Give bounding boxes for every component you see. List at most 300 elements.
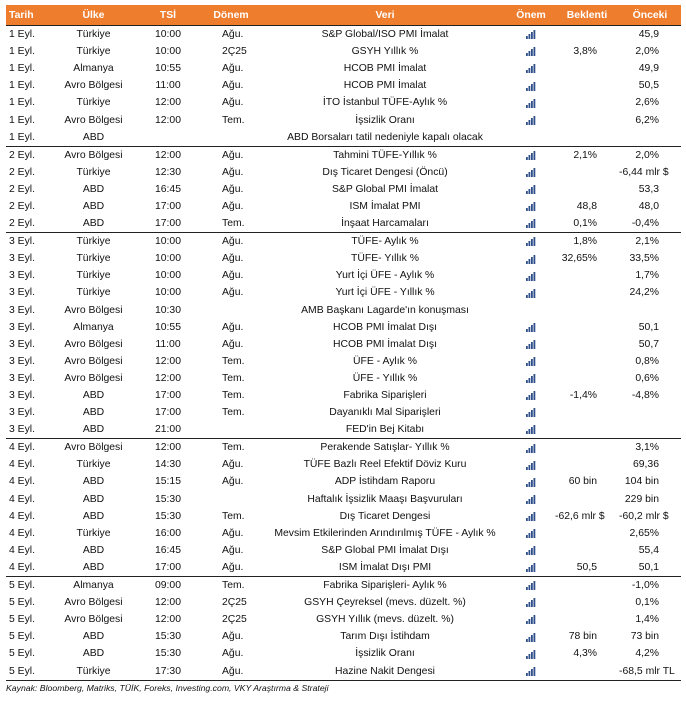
- cell-onceki: 2,6%: [635, 97, 659, 109]
- cell-veri: ISM İmalat Dışı PMI: [338, 561, 432, 573]
- signal-bars-icon: [526, 29, 536, 39]
- cell-tsi: 15:30: [154, 510, 181, 522]
- table-row: [6, 129, 681, 147]
- table-row: [6, 181, 681, 198]
- cell-onceki: 2,1%: [619, 233, 681, 251]
- cell-ulke: ABD: [82, 476, 105, 488]
- cell-onceki: [619, 302, 681, 319]
- signal-bars-icon: [526, 597, 536, 607]
- cell-beklenti: [555, 404, 619, 421]
- table-row: [6, 198, 681, 215]
- table-row: [6, 542, 681, 559]
- cell-tarih: 3 Eyl.: [9, 321, 35, 333]
- signal-bars-icon: [526, 184, 536, 194]
- cell-onem: [507, 77, 555, 94]
- cell-onem: [507, 370, 555, 387]
- cell-onceki: 1,7%: [635, 270, 659, 282]
- cell-donem: [199, 421, 263, 439]
- cell-tarih: 1 Eyl.: [9, 97, 35, 109]
- table-row: [6, 456, 681, 473]
- cell-onceki: [619, 404, 681, 421]
- table-header-row: [6, 5, 681, 26]
- cell-tsi: 16:45: [154, 183, 181, 195]
- signal-bars-icon: [526, 407, 536, 417]
- header-tsi: TSİ: [137, 5, 199, 26]
- table-row: [6, 628, 681, 645]
- cell-donem: Ağu.: [222, 80, 244, 92]
- signal-bars-icon: [526, 271, 536, 281]
- cell-onceki: 229 bin: [624, 493, 659, 505]
- signal-bars-icon: [526, 424, 536, 434]
- cell-donem: Ağu.: [222, 338, 244, 350]
- cell-donem: Tem.: [222, 114, 245, 126]
- signal-bars-icon: [526, 477, 536, 487]
- signal-bars-icon: [526, 460, 536, 470]
- cell-onem: [507, 215, 555, 233]
- cell-donem: Ağu.: [222, 631, 244, 643]
- table-row: [6, 370, 681, 387]
- cell-beklenti: [555, 577, 619, 595]
- cell-tsi: [137, 129, 199, 147]
- table-row: [6, 662, 681, 680]
- cell-tarih: 3 Eyl.: [9, 424, 35, 436]
- cell-beklenti: 0,1%: [573, 218, 597, 230]
- cell-onem: [507, 387, 555, 404]
- cell-onem: [507, 129, 555, 147]
- cell-donem: Ağu.: [222, 270, 244, 282]
- cell-onceki: 73 bin: [630, 631, 659, 643]
- cell-onem: [507, 164, 555, 181]
- cell-onceki: 2,0%: [635, 46, 659, 58]
- cell-onceki: 33,5%: [629, 253, 659, 265]
- cell-tarih: 5 Eyl.: [9, 597, 35, 609]
- cell-beklenti: [555, 60, 619, 77]
- table-row: [6, 421, 681, 439]
- cell-tsi: 09:00: [137, 577, 199, 595]
- table-row: [6, 439, 681, 457]
- cell-veri: S&P Global PMI İmalat Dışı: [321, 544, 449, 556]
- cell-ulke: Türkiye: [76, 527, 111, 539]
- table-row: [6, 645, 681, 662]
- cell-onem: [507, 594, 555, 611]
- cell-beklenti: [555, 319, 619, 336]
- table-row: [6, 387, 681, 404]
- cell-onceki: -1,0%: [619, 577, 681, 595]
- cell-donem: Ağu.: [222, 561, 244, 573]
- cell-beklenti: [555, 164, 619, 181]
- cell-veri: Dış Ticaret Dengesi: [339, 510, 431, 522]
- cell-onceki: -6,44 mlr $: [619, 166, 669, 178]
- cell-onem: [507, 508, 555, 525]
- cell-tarih: 4 Eyl.: [6, 439, 50, 457]
- cell-tarih: 3 Eyl.: [9, 372, 35, 384]
- cell-tsi: 16:00: [154, 527, 181, 539]
- cell-beklenti: [555, 77, 619, 94]
- cell-tsi: 17:00: [154, 561, 181, 573]
- cell-ulke: ABD: [82, 631, 105, 643]
- cell-tarih: 1 Eyl.: [9, 114, 35, 126]
- cell-tarih: 5 Eyl.: [9, 631, 35, 643]
- cell-veri: Haftalık İşsizlik Maaşı Başvuruları: [307, 493, 463, 505]
- cell-donem: [199, 491, 263, 508]
- table-row: [6, 404, 681, 421]
- cell-tsi: 15:15: [154, 476, 181, 488]
- cell-tsi: 12:00: [154, 355, 181, 367]
- cell-veri: İşsizlik Oranı: [355, 114, 415, 126]
- signal-bars-icon: [526, 115, 536, 125]
- cell-beklenti: [555, 26, 619, 44]
- table-row: [6, 164, 681, 181]
- cell-veri: AMB Başkanı Lagarde'ın konuşması: [301, 304, 469, 316]
- cell-onem: [507, 611, 555, 628]
- cell-donem: Tem.: [222, 510, 245, 522]
- cell-tarih: 4 Eyl.: [9, 476, 35, 488]
- table-row: [6, 353, 681, 370]
- cell-beklenti: 78 bin: [568, 631, 597, 643]
- cell-donem: Ağu.: [199, 662, 263, 680]
- cell-donem: Ağu.: [222, 527, 244, 539]
- cell-tarih: 3 Eyl.: [9, 287, 35, 299]
- cell-veri: HCOB PMI İmalat Dışı: [333, 338, 437, 350]
- table-row: [6, 43, 681, 60]
- cell-beklenti: [555, 267, 619, 284]
- cell-onceki: 104 bin: [624, 476, 659, 488]
- cell-onceki: 69,36: [632, 459, 659, 471]
- cell-onem: [507, 645, 555, 662]
- table-row: [6, 559, 681, 577]
- cell-tarih: 4 Eyl.: [9, 510, 35, 522]
- cell-ulke: ABD: [82, 510, 105, 522]
- cell-veri: HCOB PMI İmalat Dışı: [333, 321, 437, 333]
- cell-donem: Tem.: [222, 390, 245, 402]
- table-row: [6, 284, 681, 301]
- signal-bars-icon: [526, 562, 536, 572]
- cell-ulke: Türkiye: [76, 287, 111, 299]
- signal-bars-icon: [526, 288, 536, 298]
- cell-donem: Ağu.: [222, 183, 244, 195]
- cell-ulke: ABD: [82, 544, 105, 556]
- cell-veri: Fabrika Siparişleri- Aylık %: [263, 577, 507, 595]
- cell-beklenti: [555, 594, 619, 611]
- cell-beklenti: 4,3%: [573, 648, 597, 660]
- cell-donem: Ağu.: [222, 287, 244, 299]
- header-ulke: Ülke: [50, 5, 137, 26]
- cell-onem: [507, 319, 555, 336]
- signal-bars-icon: [526, 254, 536, 264]
- header-beklenti: Beklenti: [555, 5, 619, 26]
- cell-veri: Yurt İçi ÜFE - Aylık %: [335, 270, 435, 282]
- cell-beklenti: [555, 353, 619, 370]
- cell-beklenti: -62,6 mlr $: [555, 510, 605, 522]
- table-row: [6, 146, 681, 164]
- cell-tarih: 4 Eyl.: [9, 527, 35, 539]
- cell-onem: [507, 336, 555, 353]
- cell-beklenti: 2,1%: [555, 146, 619, 164]
- cell-donem: Ağu.: [222, 97, 244, 109]
- cell-donem: Tem.: [222, 407, 245, 419]
- signal-bars-icon: [526, 649, 536, 659]
- cell-donem: Ağu.: [199, 26, 263, 44]
- cell-tsi: 17:00: [154, 407, 181, 419]
- table-body: [6, 26, 681, 681]
- cell-donem: 2Ç25: [222, 46, 247, 58]
- header-donem: Dönem: [199, 5, 263, 26]
- cell-tarih: 1 Eyl.: [9, 46, 35, 58]
- cell-onceki: 49,9: [638, 63, 659, 75]
- cell-tsi: 12:00: [154, 597, 181, 609]
- signal-bars-icon: [526, 356, 536, 366]
- cell-onceki: -0,4%: [631, 218, 659, 230]
- cell-onem: [507, 267, 555, 284]
- table-row: [6, 508, 681, 525]
- table-row: [6, 577, 681, 595]
- cell-veri: Dış Ticaret Dengesi (Öncü): [322, 166, 448, 178]
- cell-veri: TÜFE Bazlı Reel Efektif Döviz Kuru: [303, 459, 467, 471]
- cell-tsi: 10:00: [154, 253, 181, 265]
- source-note: Kaynak: Bloomberg, Matriks, TÜİK, Foreks, Investing.com, VKY Araştırma & Strateji: [6, 682, 329, 693]
- cell-tsi: 10:00: [154, 270, 181, 282]
- cell-beklenti: [555, 542, 619, 559]
- cell-onem: [507, 181, 555, 198]
- cell-ulke: ABD: [82, 218, 105, 230]
- cell-veri: ÜFE - Yıllık %: [352, 372, 418, 384]
- cell-onem: [507, 525, 555, 542]
- table-row: [6, 473, 681, 490]
- cell-ulke: Türkiye: [76, 46, 111, 58]
- cell-onceki: 45,9: [619, 26, 681, 44]
- cell-tsi: 15:30: [154, 631, 181, 643]
- cell-onceki: 2,65%: [629, 527, 659, 539]
- cell-beklenti: [555, 129, 619, 147]
- table-row: [6, 611, 681, 628]
- cell-onceki: -4,8%: [631, 390, 659, 402]
- cell-beklenti: 1,8%: [555, 233, 619, 251]
- cell-veri: Dayanıklı Mal Siparişleri: [329, 407, 441, 419]
- cell-donem: Ağu.: [222, 63, 244, 75]
- cell-onceki: 50,7: [638, 338, 659, 350]
- cell-tsi: 10:00: [154, 46, 181, 58]
- signal-bars-icon: [526, 81, 536, 91]
- cell-veri: ADP İstihdam Raporu: [334, 476, 436, 488]
- cell-tsi: 17:00: [154, 200, 181, 212]
- cell-veri: ISM İmalat PMI: [349, 200, 421, 212]
- cell-veri: GSYH Yıllık %: [351, 46, 419, 58]
- cell-onem: [507, 233, 555, 251]
- cell-tarih: 4 Eyl.: [9, 459, 35, 471]
- table-row: [6, 26, 681, 44]
- signal-bars-icon: [526, 494, 536, 504]
- cell-donem: Ağu.: [222, 253, 244, 265]
- cell-ulke: Avro Bölgesi: [50, 439, 137, 457]
- cell-onem: [507, 439, 555, 457]
- cell-beklenti: -1,4%: [569, 390, 597, 402]
- cell-veri: İşsizlik Oranı: [355, 648, 415, 660]
- cell-beklenti: [555, 370, 619, 387]
- cell-onem: [507, 250, 555, 267]
- cell-donem: 2Ç25: [222, 597, 247, 609]
- cell-onem: [507, 43, 555, 60]
- table-row: [6, 233, 681, 251]
- cell-veri: FED'in Bej Kitabı: [345, 424, 425, 436]
- cell-donem: Ağu.: [199, 146, 263, 164]
- cell-onceki: 50,5: [638, 80, 659, 92]
- signal-bars-icon: [526, 236, 536, 246]
- signal-bars-icon: [526, 666, 536, 676]
- cell-donem: Tem.: [199, 439, 263, 457]
- cell-ulke: Türkiye: [76, 459, 111, 471]
- cell-onceki: 0,8%: [635, 355, 659, 367]
- cell-ulke: Avro Bölgesi: [64, 304, 123, 316]
- cell-onceki: 1,4%: [635, 614, 659, 626]
- cell-onceki: 0,6%: [635, 372, 659, 384]
- cell-tsi: 17:00: [154, 218, 181, 230]
- cell-tsi: 10:30: [154, 304, 181, 316]
- cell-tarih: 3 Eyl.: [9, 253, 35, 265]
- cell-veri: ÜFE - Aylık %: [353, 355, 417, 367]
- cell-ulke: ABD: [82, 131, 105, 143]
- cell-ulke: ABD: [82, 424, 105, 436]
- cell-ulke: ABD: [82, 648, 105, 660]
- cell-tsi: 15:30: [154, 648, 181, 660]
- cell-onceki: 0,1%: [635, 597, 659, 609]
- cell-ulke: Almanya: [50, 577, 137, 595]
- cell-onem: [507, 26, 555, 44]
- cell-tarih: 2 Eyl.: [9, 183, 35, 195]
- cell-onceki: 53,3: [638, 183, 659, 195]
- cell-onem: [507, 404, 555, 421]
- cell-beklenti: [555, 94, 619, 111]
- cell-ulke: Türkiye: [76, 253, 111, 265]
- cell-ulke: Almanya: [73, 321, 114, 333]
- cell-donem: Ağu.: [222, 648, 244, 660]
- signal-bars-icon: [526, 373, 536, 383]
- cell-onem: [507, 111, 555, 128]
- signal-bars-icon: [526, 632, 536, 642]
- cell-onceki: -60,2 mlr $: [619, 510, 669, 522]
- cell-veri: HCOB PMI İmalat: [343, 80, 427, 92]
- signal-bars-icon: [526, 150, 536, 160]
- cell-tarih: 5 Eyl.: [6, 662, 50, 680]
- cell-tarih: 3 Eyl.: [9, 270, 35, 282]
- cell-tarih: 2 Eyl.: [6, 146, 50, 164]
- cell-tsi: 12:00: [137, 146, 199, 164]
- cell-tsi: 12:00: [154, 97, 181, 109]
- cell-tsi: 17:00: [154, 390, 181, 402]
- cell-tsi: 12:00: [154, 372, 181, 384]
- cell-tarih: 4 Eyl.: [9, 493, 35, 505]
- cell-tsi: 12:00: [154, 614, 181, 626]
- cell-ulke: ABD: [82, 200, 105, 212]
- cell-tarih: 3 Eyl.: [6, 233, 50, 251]
- cell-tarih: 5 Eyl.: [6, 577, 50, 595]
- cell-veri: GSYH Yıllık (mevs. düzelt. %): [316, 614, 454, 626]
- cell-tsi: 12:00: [137, 439, 199, 457]
- table-row: [6, 302, 681, 319]
- cell-onceki: 24,2%: [629, 287, 659, 299]
- cell-onem: [507, 94, 555, 111]
- signal-bars-icon: [526, 46, 536, 56]
- cell-veri: HCOB PMI İmalat: [343, 63, 427, 75]
- cell-onem: [507, 662, 555, 680]
- cell-tsi: 12:30: [154, 166, 181, 178]
- cell-tarih: 1 Eyl.: [9, 63, 35, 75]
- table-row: [6, 319, 681, 336]
- table-row: [6, 94, 681, 111]
- cell-ulke: Avro Bölgesi: [64, 372, 123, 384]
- cell-beklenti: [555, 525, 619, 542]
- cell-tarih: 4 Eyl.: [9, 544, 35, 556]
- cell-onceki: 50,1: [638, 321, 659, 333]
- cell-donem: Ağu.: [222, 544, 244, 556]
- header-onem: Önem: [507, 5, 555, 26]
- cell-veri: Mevsim Etkilerinden Arındırılmış TÜFE - Aylık %: [274, 527, 496, 539]
- cell-tarih: 3 Eyl.: [9, 338, 35, 350]
- signal-bars-icon: [526, 528, 536, 538]
- cell-ulke: Avro Bölgesi: [64, 355, 123, 367]
- calendar-container: [6, 5, 681, 693]
- cell-ulke: Avro Bölgesi: [64, 338, 123, 350]
- cell-onem: [507, 353, 555, 370]
- cell-onceki: [619, 129, 681, 147]
- cell-veri: Tahmini TÜFE-Yıllık %: [263, 146, 507, 164]
- cell-veri: S&P Global/ISO PMI İmalat: [263, 26, 507, 44]
- cell-onceki: 55,4: [638, 544, 659, 556]
- cell-onceki: 3,1%: [619, 439, 681, 457]
- cell-donem: Tem.: [222, 372, 245, 384]
- cell-tarih: 5 Eyl.: [9, 614, 35, 626]
- cell-beklenti: 32,65%: [561, 253, 597, 265]
- cell-ulke: Avro Bölgesi: [64, 597, 123, 609]
- cell-donem: Ağu.: [222, 321, 244, 333]
- cell-donem: Ağu.: [199, 233, 263, 251]
- cell-onem: [507, 284, 555, 301]
- cell-veri: Fabrika Siparişleri: [343, 390, 427, 402]
- cell-donem: Ağu.: [222, 166, 244, 178]
- cell-tsi: 21:00: [154, 424, 181, 436]
- cell-onem: [507, 542, 555, 559]
- cell-onem: [507, 60, 555, 77]
- signal-bars-icon: [526, 63, 536, 73]
- cell-tarih: 2 Eyl.: [9, 218, 35, 230]
- cell-beklenti: 48,8: [576, 200, 597, 212]
- signal-bars-icon: [526, 218, 536, 228]
- economic-calendar-table: [6, 5, 681, 681]
- cell-tarih: 3 Eyl.: [9, 407, 35, 419]
- cell-beklenti: [555, 662, 619, 680]
- signal-bars-icon: [526, 614, 536, 624]
- cell-onceki: 48,0: [638, 200, 659, 212]
- cell-veri: TÜFE- Aylık %: [263, 233, 507, 251]
- cell-tsi: 11:00: [155, 80, 181, 92]
- cell-tarih: 1 Eyl.: [9, 131, 35, 143]
- cell-donem: Ağu.: [222, 476, 244, 488]
- cell-ulke: ABD: [82, 183, 105, 195]
- cell-ulke: Türkiye: [76, 270, 111, 282]
- cell-ulke: Türkiye: [50, 26, 137, 44]
- cell-tsi: 11:00: [155, 338, 181, 350]
- cell-veri: Perakende Satışlar- Yıllık %: [263, 439, 507, 457]
- cell-tsi: 15:30: [154, 493, 181, 505]
- cell-beklenti: [555, 181, 619, 198]
- signal-bars-icon: [526, 443, 536, 453]
- cell-beklenti: [555, 421, 619, 439]
- cell-beklenti: [555, 111, 619, 128]
- cell-veri: S&P Global PMI İmalat: [331, 183, 439, 195]
- cell-tsi: 14:30: [154, 459, 181, 471]
- cell-veri: ABD Borsaları tatil nedeniyle kapalı olacak: [287, 131, 483, 143]
- table-row: [6, 60, 681, 77]
- cell-tarih: 2 Eyl.: [9, 200, 35, 212]
